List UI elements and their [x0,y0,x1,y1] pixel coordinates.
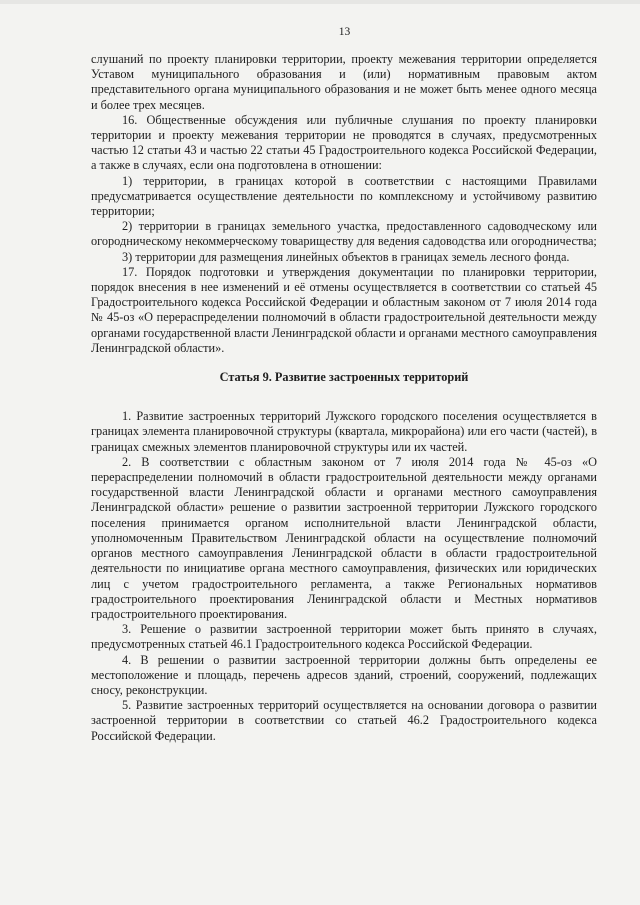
article-9-clause-4: 4. В решении о развитии застроенной территории должны быть определены ее местоположение и площадь, перечень адресов зданий, строений, сооружений, подлежащих сносу, реконструкции. [91,652,597,697]
article-9-clause-1: 1. Развитие застроенных территорий Лужского городского поселения осуществляется в границах элемента планировочной структуры (квартала, микрорайона) или его части (частей), в границах смежных элементов планировочной структуры или их частей. [91,409,597,454]
list-item-3: 3) территории для размещения линейных объектов в границах земель лесного фонда. [122,249,570,264]
article-9-clause-5: 5. Развитие застроенных территорий осуществляется на основании договора о развитии застроенной территории в соответствии со статьей 46.2 Градостроительного кодекса Российской Федерации. [91,698,597,743]
page-number: 13 [338,26,351,38]
paragraph-17: 17. Порядок подготовки и утверждения документации по планировки территории, порядок внесения в нее изменений и её отмены осуществляется в соответствии со статьей 45 Градостроительного кодекса Российской Федерации и областным законом от 7 июля 2014 года № 45-оз «О перераспределении полномочий в области градостроительной деятельности между органами государственной власти Ленинградской области и органами местного самоуправления Ленинградской области». [91,264,597,355]
scan-edge [0,0,640,4]
document-body [91,52,597,744]
paragraph-16: 16. Общественные обсуждения или публичные слушания по проекту планировки территории и проекту межевания территории не проводятся в случаях, предусмотренных частью 12 статьи 43 и частью 22 статьи 45 Градостроительного кодекса Российской Федерации, а также в случаях, если она подготовлена в отношении: [91,112,597,173]
list-item-2: 2) территории в границах земельного участка, предоставленного садоводческому или огородническому некоммерческому товариществу для ведения садоводства или огородничества; [91,219,597,249]
list-item-1: 1) территории, в границах которой в соответствии с настоящими Правилами предусматривается осуществление деятельности по комплексному и устойчивому развитию территории; [91,173,597,219]
article-heading: Статья 9. Развитие застроенных территорий [219,370,469,385]
article-9-clause-2: 2. В соответствии с областным законом от 7 июля 2014 года № 45-оз «О перераспределении полномочий в области градостроительной деятельности между органами государственной власти Ленинградской области и органами местного самоуправления Ленинградской области» решение о развитии застроенной территории Лужского городского поселения принимается органом исполнительной власти Ленинградской области, уполномоченным Правительством Ленинградской области на осуществление полномочий органов местного самоуправления Ленинградской области в области градостроительной деятельности по инициативе органа местного самоуправления, физических или юридических лиц с учетом градостроительного регламента, а также Региональных нормативов градостроительного проектирования Ленинградской области и Местных нормативов градостроительного проектирования. [91,454,597,621]
paragraph-continuation: слушаний по проекту планировки территории, проекту межевания территории определяется Уставом муниципального образования и (или) нормативным правовым актом представительного органа муниципального образования и не может быть менее одного месяца и более трех месяцев. [91,52,597,112]
article-9-clause-3: 3. Решение о развитии застроенной территории может быть принято в случаях, предусмотренных статьей 46.1 Градостроительного кодекса Российской Федерации. [91,622,597,652]
